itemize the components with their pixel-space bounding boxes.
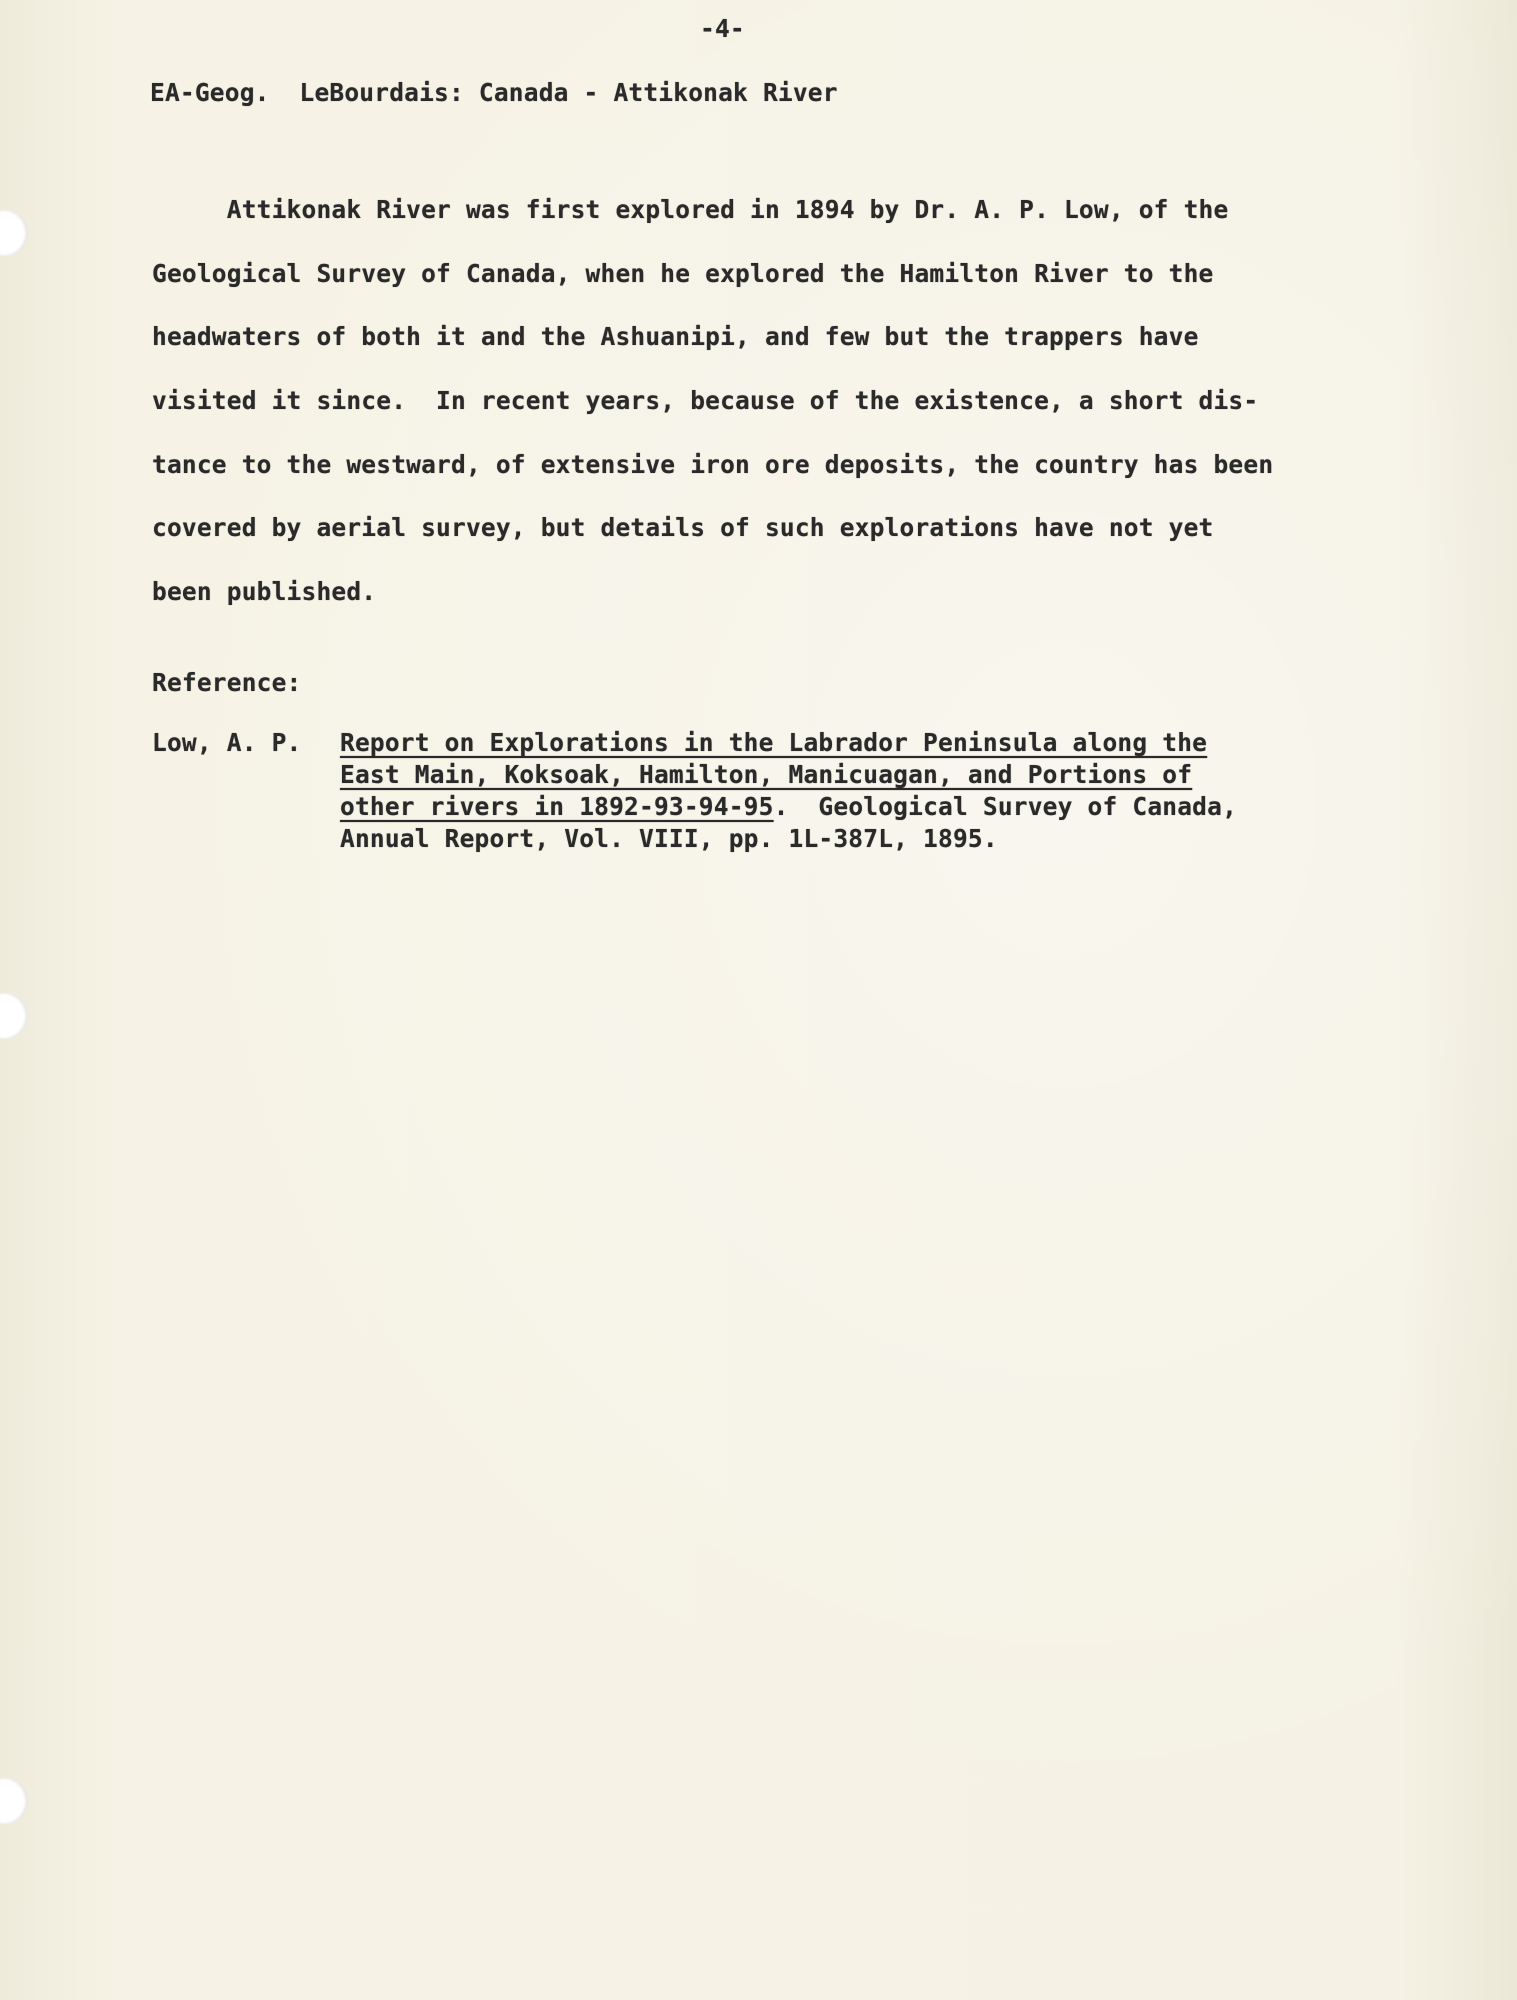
paragraph-line: headwaters of both it and the Ashuanipi, and few but the trappers have [152,322,1199,351]
citation-author: Low, A. P. [152,728,302,757]
paragraph-line: been published. [152,577,377,606]
citation-publisher-text: . Geological Survey of Canada, [773,792,1238,821]
reference-label: Reference: [152,668,302,697]
document-heading: EA-Geog. LeBourdais: Canada - Attikonak River [150,78,838,107]
citation-title-text: East Main, Koksoak, Hamilton, Manicuagan, and Portions of [340,760,1193,789]
page-number: -4- [700,14,745,43]
citation-title-text: other rivers in 1892-93-94-95 [340,792,774,821]
paragraph-line: Geological Survey of Canada, when he explored the Hamilton River to the [152,259,1214,288]
citation-title-line [340,792,1237,821]
citation-publication-line: Annual Report, Vol. VIII, pp. 1L-387L, 1895. [340,824,998,853]
citation-title-line [340,760,1192,789]
paragraph-line: covered by aerial survey, but details of such explorations have not yet [152,513,1214,542]
paragraph-line: Attikonak River was first explored in 1894 by Dr. A. P. Low, of the [152,195,1229,224]
citation-title-text: Report on Explorations in the Labrador Peninsula along the [340,728,1208,757]
punch-hole-middle [0,993,28,1039]
paragraph-line: tance to the westward, of extensive iron ore deposits, the country has been [152,450,1274,479]
punch-hole-bottom [0,1778,28,1824]
paragraph-line: visited it since. In recent years, because of the existence, a short dis- [152,386,1259,415]
punch-hole-top [0,210,28,256]
citation-title-line [340,728,1207,757]
